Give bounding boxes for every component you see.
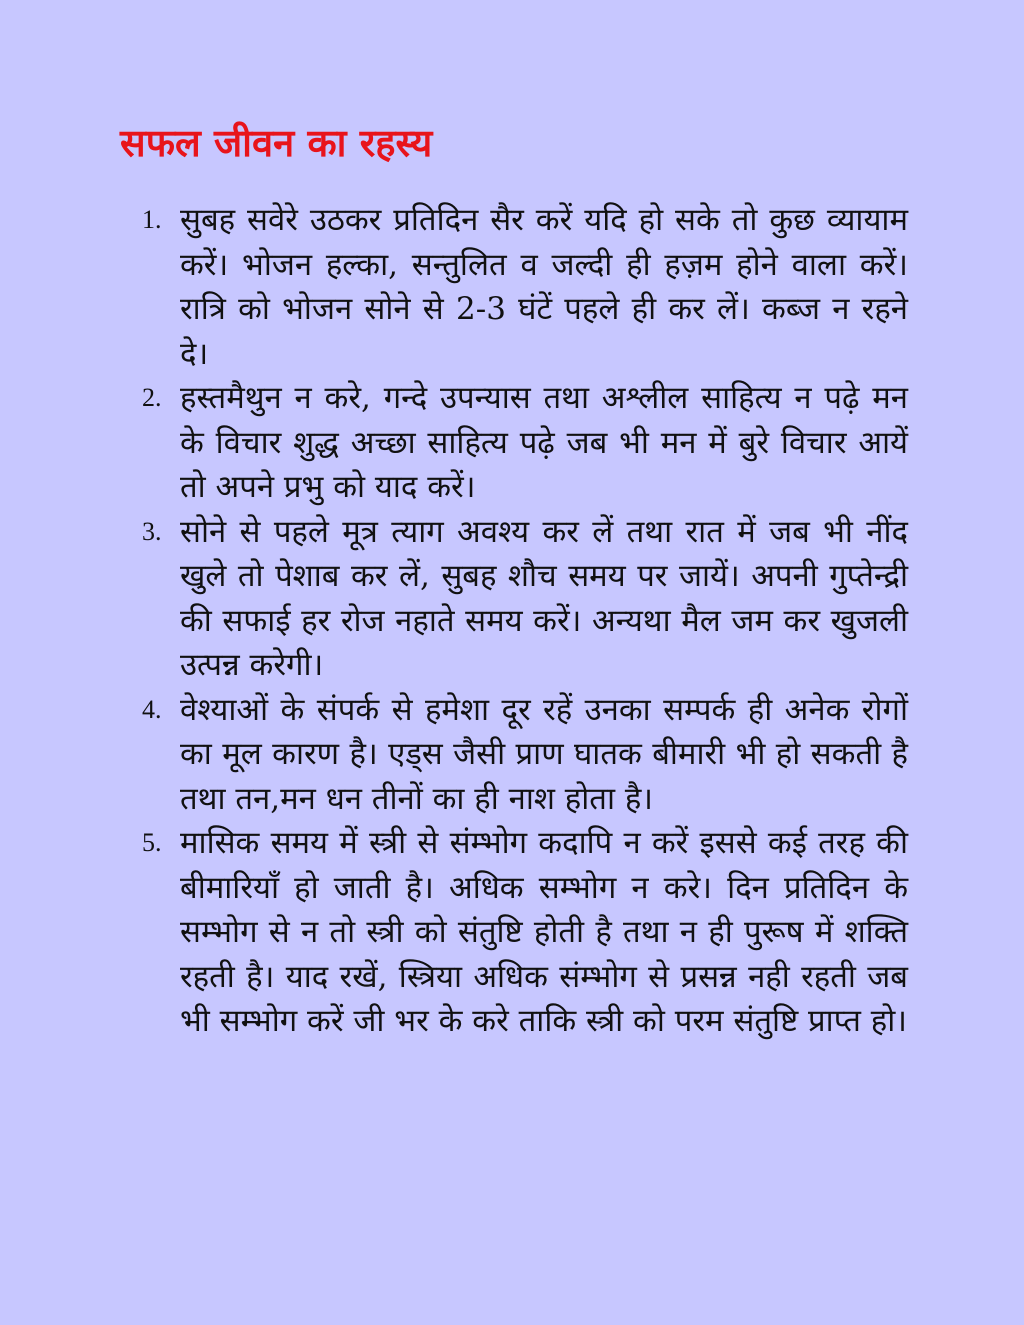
list-item-number: 5.	[142, 828, 162, 857]
tips-list	[142, 198, 908, 1044]
list-item-number: 2.	[142, 383, 162, 412]
list-item	[142, 198, 908, 376]
list-item-text: सुबह सवेरे उठकर प्रतिदिन सैर करें यदि हो सके तो कुछ व्यायाम करें। भोजन हल्का, सन्तुलित व जल्दी ही हज़म होने वाला करें। रात्रि को भोजन सोने से 2-3 घंटें पहले ही कर लें। कब्ज न रहने दे।	[180, 202, 908, 372]
list-item-number: 1.	[142, 205, 162, 234]
list-item-text: सोने से पहले मूत्र त्याग अवश्य कर लें तथा रात में जब भी नींद खुले तो पेशाब कर लें, सुबह शौच समय पर जायें। अपनी गुप्तेन्द्री की सफाई हर रोज नहाते समय करें। अन्यथा मैल जम कर खुजली उत्पन्न करेगी।	[180, 513, 908, 683]
list-item	[142, 510, 908, 688]
list-item-number: 4.	[142, 694, 162, 724]
list-item-text: वेश्याओं के संपर्क से हमेशा दूर रहें उनका सम्पर्क ही अनेक रोगों का मूल कारण है। एड्स जैसी प्राण घातक बीमारी भी हो सकती है तथा तन,मन धन तीनों का ही नाश होता है।	[180, 691, 908, 817]
page-title: सफल जीवन का रहस्य	[120, 121, 433, 165]
list-item	[142, 376, 908, 510]
list-item-number: 3.	[142, 516, 162, 546]
list-item-text: हस्तमैथुन न करे, गन्दे उपन्यास तथा अश्लील साहित्य न पढ़े मन के विचार शुद्ध अच्छा साहित्य पढ़े जब भी मन में बुरे विचार आयें तो अपने प्रभु को याद करें।	[180, 380, 908, 505]
list-item-text: मासिक समय में स्त्री से संम्भोग कदापि न करें इससे कई तरह की बीमारियाँ हो जाती है। अधिक सम्भोग न करे। दिन प्रतिदिन के सम्भोग से न तो स्त्री को संतुष्टि होती है तथा न ही पुरूष में शक्ति रहती है। याद रखें, स्त्रिया अधिक संम्भोग से प्रसन्न नही रहती जब भी सम्भोग करें जी भर के करे ताकि स्त्री को परम संतुष्टि प्राप्त हो।	[180, 825, 908, 1039]
list-item	[142, 688, 908, 822]
list-item	[142, 821, 908, 1044]
